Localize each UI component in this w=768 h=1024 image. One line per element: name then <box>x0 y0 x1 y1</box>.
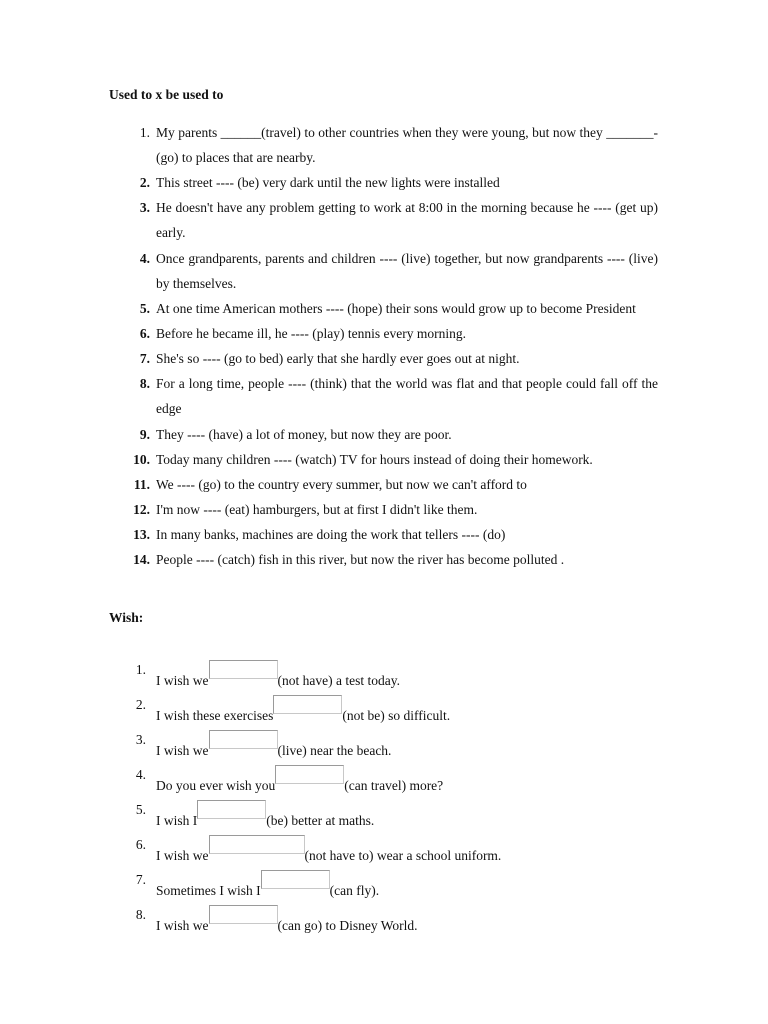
list-item <box>0 195 658 245</box>
item-text-after: (can go) to Disney World. <box>277 918 418 933</box>
item-text-after: (can travel) more? <box>344 778 444 793</box>
item-text: She's so ---- (go to bed) early that she hardly ever goes out at night. <box>156 351 520 367</box>
item-number: 13. <box>133 527 150 543</box>
item-number: 8. <box>135 907 146 922</box>
answer-input-box[interactable] <box>275 765 344 784</box>
item-text: In many banks, machines are doing the work that tellers ---- (do) <box>156 527 506 543</box>
item-text-before: I wish these exercises <box>156 708 274 723</box>
list-item <box>0 755 768 793</box>
item-text: This street ---- (be) very dark until the new lights were installed <box>156 175 500 191</box>
list-item <box>0 170 658 195</box>
answer-input-box[interactable] <box>261 870 330 889</box>
list-item <box>0 321 658 346</box>
item-number: 2. <box>139 175 150 191</box>
used-to-exercise-list <box>0 120 768 573</box>
item-text-before: I wish we <box>156 848 209 863</box>
answer-input-box[interactable] <box>209 660 278 679</box>
list-item <box>0 895 768 933</box>
list-item <box>0 720 768 758</box>
item-text: Before he became ill, he ---- (play) tennis every morning. <box>156 325 466 341</box>
item-text: I'm now ---- (eat) hamburgers, but at first I didn't like them. <box>156 502 478 518</box>
item-number: 6. <box>139 325 150 341</box>
list-item <box>0 522 658 547</box>
list-item <box>0 472 658 497</box>
item-number: 6. <box>135 837 146 852</box>
item-number: 7. <box>139 351 150 367</box>
item-number: 3. <box>139 200 150 216</box>
list-item <box>0 650 768 688</box>
item-text: At one time American mothers ---- (hope) their sons would grow up to become President <box>156 300 636 316</box>
item-text-after: (not have to) wear a school uniform. <box>304 848 502 863</box>
list-item <box>0 422 658 447</box>
item-number: 8. <box>139 376 150 392</box>
list-item <box>0 860 768 898</box>
list-item <box>0 547 658 572</box>
item-number: 3. <box>135 732 146 747</box>
item-number: 7. <box>135 872 146 887</box>
answer-input-box[interactable] <box>197 800 266 819</box>
item-number: 5. <box>139 300 150 316</box>
answer-input-box[interactable] <box>209 905 278 924</box>
list-item <box>0 346 658 371</box>
item-text: They ---- (have) a lot of money, but now they are poor. <box>156 426 452 442</box>
item-number: 9. <box>139 426 150 442</box>
item-text-before: I wish we <box>156 918 209 933</box>
section-title-wish: Wish: <box>109 610 144 625</box>
item-number: 11. <box>133 476 150 492</box>
item-text-before: I wish we <box>156 743 209 758</box>
item-text: We ---- (go) to the country every summer, but now we can't afford to <box>156 476 527 492</box>
list-item <box>0 825 768 863</box>
item-text: For a long time, people ---- (think) that the world was flat and that people could fall off the edge <box>156 376 658 417</box>
item-text: Once grandparents, parents and children ---- (live) together, but now grandparents ---- (live) by themselves. <box>156 250 658 291</box>
item-number: 4. <box>139 250 150 266</box>
item-number: 1. <box>135 662 146 677</box>
list-item <box>0 120 658 170</box>
item-number: 12. <box>133 502 150 518</box>
item-text-before: I wish I <box>156 813 198 828</box>
list-item <box>0 685 768 723</box>
list-item <box>0 790 768 828</box>
item-number: 1. <box>139 125 150 140</box>
list-item <box>0 246 658 296</box>
list-item <box>0 371 658 421</box>
wish-exercise-list <box>0 650 768 933</box>
item-text-after: (live) near the beach. <box>277 743 392 758</box>
item-number: 10. <box>133 451 150 467</box>
item-text: Today many children ---- (watch) TV for hours instead of doing their homework. <box>156 451 593 467</box>
item-number: 2. <box>135 697 146 712</box>
section-title-used-to: Used to x be used to <box>109 87 224 102</box>
item-text-before: Sometimes I wish I <box>156 883 261 898</box>
answer-input-box[interactable] <box>209 730 278 749</box>
list-item <box>0 296 658 321</box>
answer-input-box[interactable] <box>273 695 342 714</box>
item-text: My parents ______(travel) to other countries when they were young, but now they _______- (go) to places that are nearby. <box>156 125 658 165</box>
item-text-after: (be) better at maths. <box>266 813 375 828</box>
item-text-before: I wish we <box>156 673 209 688</box>
list-item <box>0 497 658 522</box>
list-item <box>0 447 658 472</box>
item-text: People ---- (catch) fish in this river, but now the river has become polluted . <box>156 552 565 568</box>
answer-input-box[interactable] <box>209 835 305 854</box>
item-text-after: (can fly). <box>329 883 380 898</box>
item-text-after: (not be) so difficult. <box>342 708 451 723</box>
item-number: 5. <box>135 802 146 817</box>
item-text: He doesn't have any problem getting to work at 8:00 in the morning because he ---- (get up) early. <box>156 200 658 241</box>
item-number: 14. <box>133 552 150 568</box>
item-text-before: Do you ever wish you <box>156 778 276 793</box>
item-number: 4. <box>135 767 146 782</box>
item-text-after: (not have) a test today. <box>277 673 400 688</box>
